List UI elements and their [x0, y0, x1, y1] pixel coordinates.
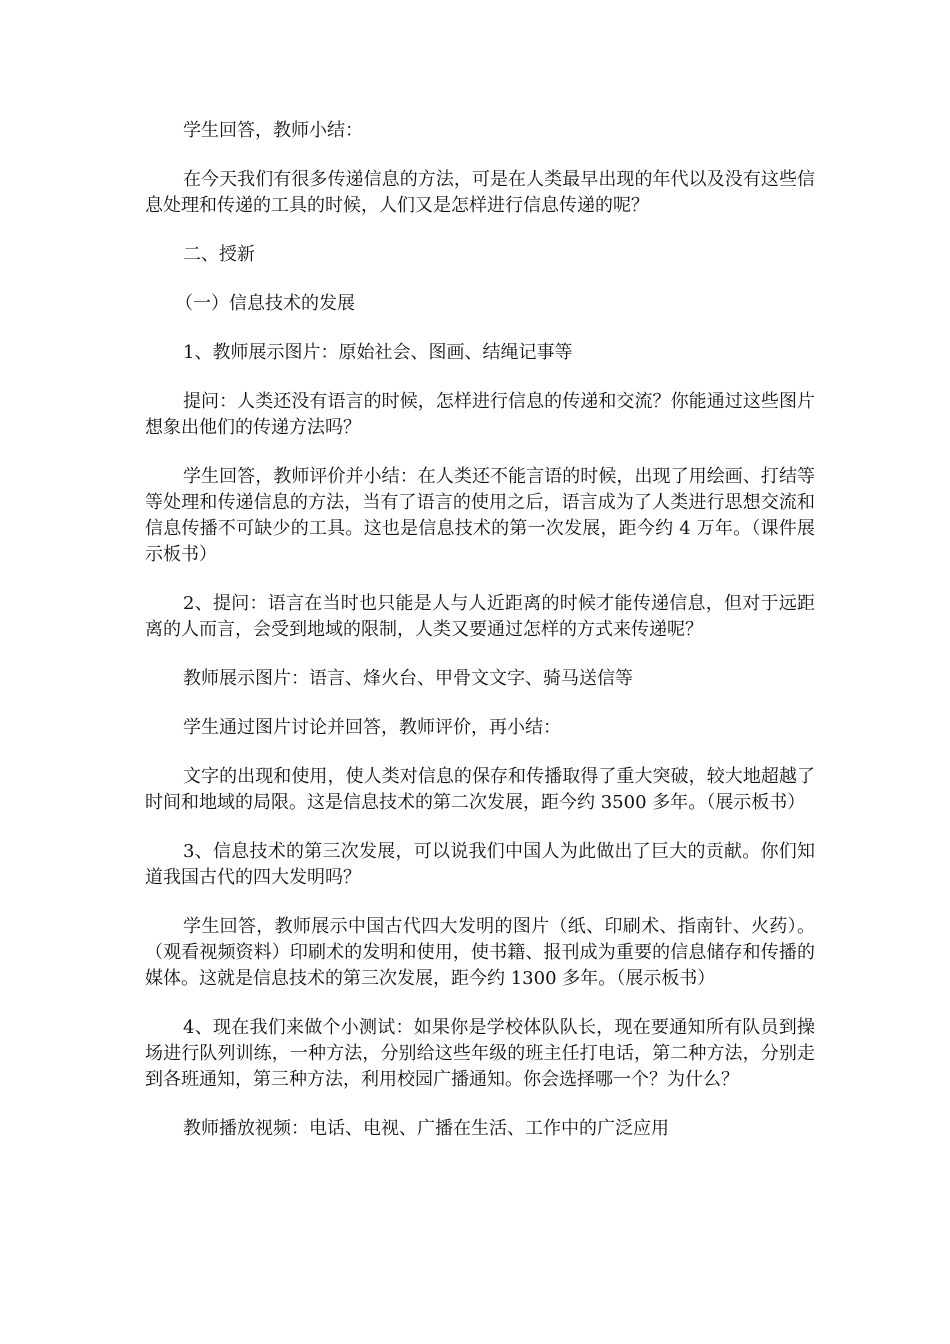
paragraph-student-answer-summary: 学生回答，教师小结：	[183, 120, 363, 141]
paragraph-summary-3: 学生回答，教师展示中国古代四大发明的图片（纸、印刷术、指南针、火药）。（观看视频资料）印刷术的发明和使用，使书籍、报刊成为重要的信息储存和传播的媒体。这就是信息技术的第三次发展，距今约 1300 多年。（展示板书）	[145, 916, 815, 989]
section-heading-new-lesson: 二、授新	[183, 244, 255, 265]
paragraph-step-1: 1、教师展示图片：原始社会、图画、结绳记事等	[183, 342, 573, 363]
paragraph-question-1: 提问：人类还没有语言的时候，怎样进行信息的传递和交流？你能通过这些图片想象出他们的传递方法吗？	[145, 391, 815, 438]
paragraph-discussion-2: 学生通过图片讨论并回答，教师评价，再小结：	[183, 717, 561, 738]
paragraph-step-4: 4、现在我们来做个小测试：如果你是学校体队队长，现在要通知所有队员到操场进行队列训练，一种方法，分别给这些年级的班主任打电话，第二种方法，分别走到各班通知，第三种方法，利用校园广播通知。你会选择哪一个？为什么？	[145, 1017, 815, 1090]
paragraph-step-2: 2、提问：语言在当时也只能是人与人近距离的时候才能传递信息，但对于远距离的人而言，会受到地域的限制，人类又要通过怎样的方式来传递呢？	[145, 593, 815, 640]
paragraph-summary-2: 文字的出现和使用，使人类对信息的保存和传播取得了重大突破，较大地超越了时间和地域的局限。这是信息技术的第二次发展，距今约 3500 多年。（展示板书）	[145, 766, 815, 813]
paragraph-video: 教师播放视频：电话、电视、广播在生活、工作中的广泛应用	[183, 1118, 669, 1139]
paragraph-summary-1: 学生回答，教师评价并小结：在人类还不能言语的时候，出现了用绘画、打结等等处理和传递信息的方法，当有了语言的使用之后，语言成为了人类进行思想交流和信息传播不可缺少的工具。这也是信息技术的第一次发展，距今约 4 万年。（课件展示板书）	[145, 466, 815, 565]
paragraph-teacher-shows-2: 教师展示图片：语言、烽火台、甲骨文文字、骑马送信等	[183, 668, 633, 689]
subsection-heading-it-development: （一）信息技术的发展	[175, 293, 355, 314]
document-page	[145, 118, 815, 1165]
paragraph-intro-question: 在今天我们有很多传递信息的方法，可是在人类最早出现的年代以及没有这些信息处理和传递的工具的时候，人们又是怎样进行信息传递的呢？	[145, 169, 815, 216]
paragraph-step-3: 3、信息技术的第三次发展，可以说我们中国人为此做出了巨大的贡献。你们知道我国古代的四大发明吗？	[145, 841, 815, 888]
